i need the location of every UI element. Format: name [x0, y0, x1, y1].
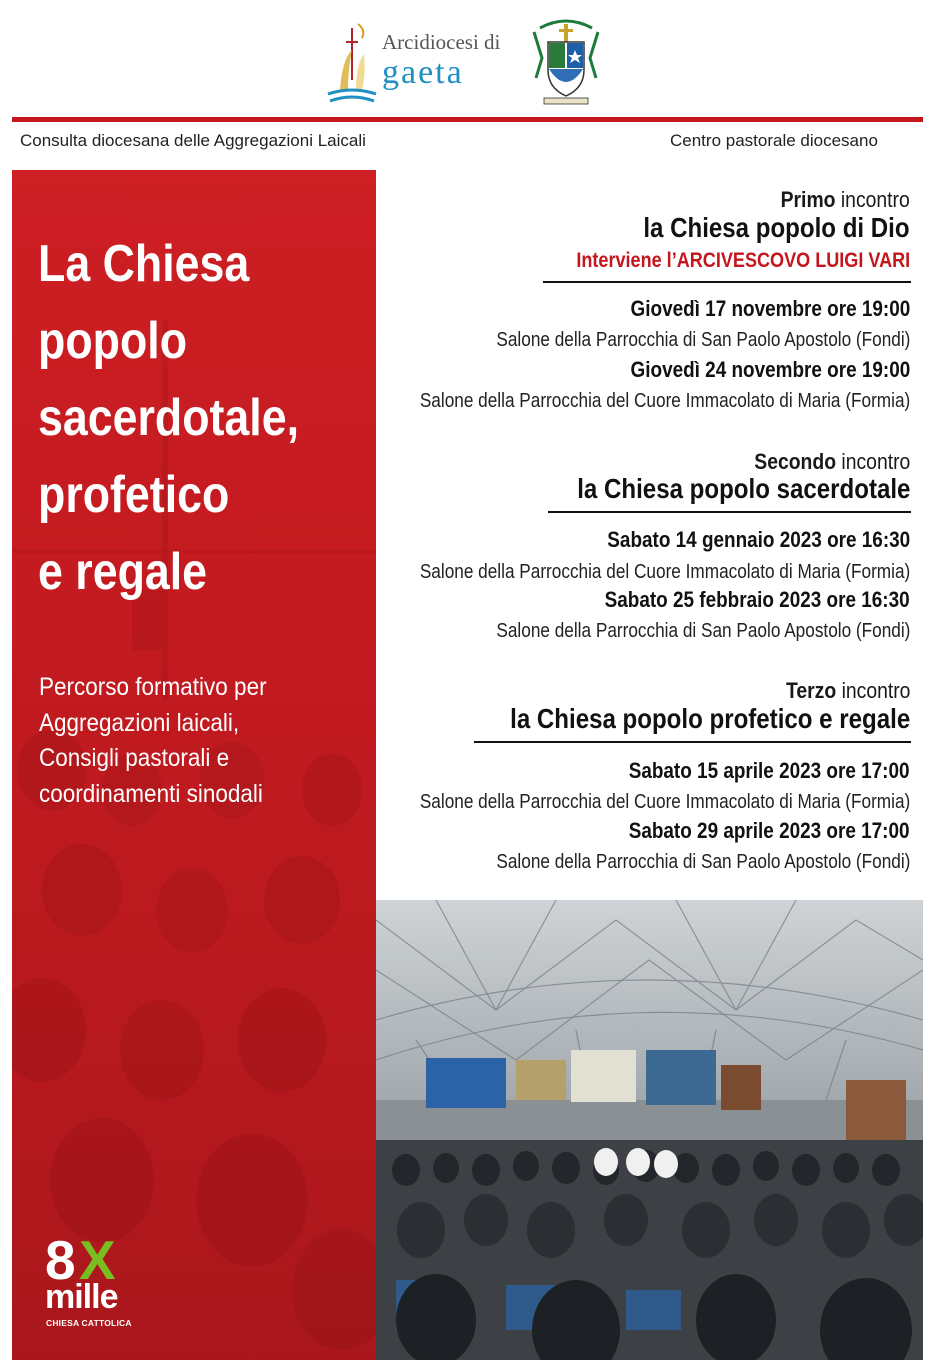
subtitle-line: coordinamenti sinodali: [39, 779, 263, 808]
meeting-2-title: [523, 473, 910, 505]
coat-of-arms-icon: [530, 18, 602, 108]
assembly-hall-photo: [376, 900, 923, 1360]
subtitle-line: Aggregazioni laicali,: [39, 708, 240, 737]
meeting-1-header: [763, 187, 910, 213]
session-date: Giovedì 17 novembre ore 19:00: [630, 296, 910, 321]
session-place: Salone della Parrocchia del Cuore Immacolato di Maria (Formia): [419, 791, 910, 813]
title-line: sacerdotale,: [38, 389, 300, 447]
panel-subtitle: [39, 670, 345, 812]
session-place: Salone della Parrocchia del Cuore Immacolato di Maria (Formia): [419, 390, 910, 412]
assembly-hall-illustration: [376, 900, 923, 1360]
subtitle-line: Consigli pastorali e: [39, 744, 230, 772]
title-line: popolo: [38, 312, 188, 370]
header-red-rule: [12, 117, 923, 122]
session-place: Salone della Parrocchia di San Paolo Apostolo (Fondi): [495, 329, 910, 351]
meeting-2-divider: [548, 511, 911, 513]
subtitle-line: Percorso formativo per: [39, 673, 267, 701]
main-title: [38, 226, 322, 611]
session-date: Sabato 14 gennaio 2023 ore 16:30: [607, 527, 910, 552]
otto-number: 8: [45, 1229, 76, 1291]
session-place: Salone della Parrocchia del Cuore Immacolato di Maria (Formia): [419, 561, 910, 583]
meeting-ordinal-line: [754, 449, 910, 475]
session-date: Sabato 29 aprile 2023 ore 17:00: [629, 818, 910, 843]
meeting-1-divider: [543, 281, 911, 283]
title-line: e regale: [38, 543, 208, 601]
consulta-label: Consulta diocesana delle Aggregazioni Laicali: [20, 131, 366, 150]
meeting-2-place-1: [340, 561, 910, 584]
meeting-3-place-2: [429, 851, 910, 874]
meeting-1-date-2: [585, 357, 910, 383]
diocese-name-line2: gaeta: [382, 54, 464, 91]
diocese-name-line1: Arcidiocesi di: [382, 30, 501, 54]
meeting-3-place-1: [340, 791, 910, 814]
session-place: Salone della Parrocchia di San Paolo Apostolo (Fondi): [495, 851, 910, 873]
meeting-word: incontro: [841, 449, 910, 474]
otto-x-mark: X: [79, 1229, 116, 1291]
meeting-ordinal-line: [786, 678, 910, 704]
meeting-word: incontro: [841, 187, 910, 212]
meeting-1-speaker: [522, 249, 910, 273]
session-date: Sabato 15 aprile 2023 ore 17:00: [629, 758, 910, 783]
title-line: profetico: [38, 466, 230, 524]
session-place: Salone della Parrocchia di San Paolo Apostolo (Fondi): [495, 620, 910, 642]
header-logos: [320, 18, 620, 108]
speaker-line: Interviene l’ARCIVESCOVO LUIGI VARI: [576, 249, 910, 272]
meeting-3-header: [769, 678, 910, 704]
meeting-3-date-1: [583, 758, 910, 784]
meeting-ordinal: Terzo: [785, 678, 836, 703]
meeting-1-place-1: [429, 329, 910, 352]
diocese-logo-icon: [322, 20, 382, 115]
meeting-ordinal: Primo: [780, 187, 836, 212]
meeting-3-date-2: [583, 818, 910, 844]
red-title-panel: [12, 170, 376, 1360]
meeting-3-title: [445, 703, 910, 735]
meeting-2-date-2: [555, 587, 910, 613]
meeting-ordinal-line: [781, 187, 910, 213]
meeting-ordinal: Secondo: [753, 449, 836, 474]
meeting-1-title: [600, 212, 910, 244]
meeting-1-date-1: [585, 296, 910, 322]
otto-mille-word: mille: [45, 1278, 118, 1316]
meeting-word: incontro: [841, 678, 910, 703]
title-line: La Chiesa: [38, 235, 250, 293]
session-date: Sabato 25 febbraio 2023 ore 16:30: [605, 587, 910, 612]
meeting-title: la Chiesa popolo profetico e regale: [509, 703, 910, 734]
meeting-title: la Chiesa popolo di Dio: [643, 212, 910, 243]
otto-per-mille-logo: [42, 1230, 162, 1350]
meeting-1-place-2: [340, 390, 910, 413]
meeting-3-divider: [474, 741, 911, 743]
meeting-title: la Chiesa popolo sacerdotale: [576, 473, 910, 504]
otto-caption: CHIESA CATTOLICA: [46, 1318, 132, 1328]
session-date: Giovedì 24 novembre ore 19:00: [630, 357, 910, 382]
centro-pastorale-label: Centro pastorale diocesano: [670, 131, 878, 150]
meeting-2-header: [733, 449, 910, 475]
meeting-2-date-1: [558, 527, 910, 553]
meeting-2-place-2: [429, 620, 910, 643]
